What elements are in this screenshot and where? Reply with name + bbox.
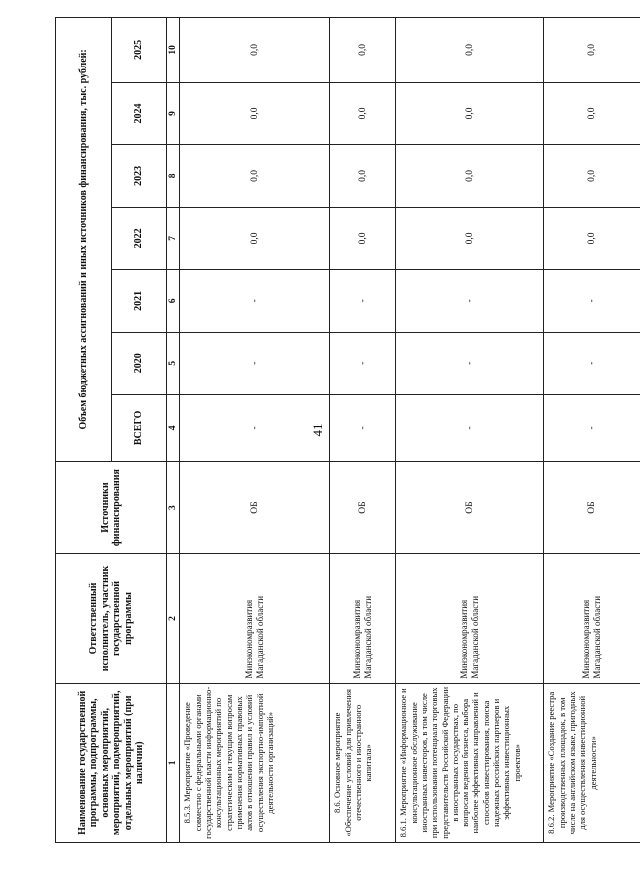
row-total: - [180, 395, 330, 462]
header-year: 2024 [111, 82, 167, 144]
row-year-value: - [180, 270, 330, 332]
row-name: 8.6.1. Мероприятие «Информационное и консультационное обслуживание иностранных инвесторов, в том числе при использовании потенциала торговых представительств Российской Федерации в иностранных государствах, по вопросам ведения бизнеса, выбора наиболее эффективных направлений и способов инвестирования, поиска надежных российских партнеров и эффективных инвестиционных проектов» [396, 683, 544, 842]
header-executor: Ответственный исполнитель, участник государственной программы [56, 554, 167, 683]
row-year-value: - [330, 332, 396, 394]
header-year: 2025 [111, 18, 167, 83]
row-source: ОБ [544, 461, 640, 554]
column-number: 10 [167, 18, 180, 83]
row-year-value: 0,0 [396, 207, 544, 269]
row-year-value: 0,0 [544, 18, 640, 83]
column-number: 6 [167, 270, 180, 332]
row-year-value: 0,0 [330, 18, 396, 83]
header-funding-group: Объем бюджетных ассигнований и иных источников финансирования, тыс. рублей: [56, 18, 112, 462]
row-executor: Минэкономразвития Магаданской области [180, 554, 330, 683]
rotated-table-wrapper [55, 17, 640, 843]
row-year-value: 0,0 [396, 145, 544, 207]
column-number: 4 [167, 395, 180, 462]
column-number: 5 [167, 332, 180, 394]
funding-table [55, 17, 640, 843]
column-number: 3 [167, 461, 180, 554]
page-number: 41 [310, 423, 325, 437]
row-source: ОБ [180, 461, 330, 554]
header-year: 2022 [111, 207, 167, 269]
table-row [544, 18, 640, 843]
row-year-value: 0,0 [330, 82, 396, 144]
header-year: 2023 [111, 145, 167, 207]
row-total: - [330, 395, 396, 462]
header-name: Наименование государственной программы, подпрограммы, основных мероприятий, мероприятий, подмероприятий, отдельных мероприятий (при наличии) [56, 683, 167, 842]
column-number: 7 [167, 207, 180, 269]
row-year-value: 0,0 [180, 18, 330, 83]
table-row [180, 18, 330, 843]
row-year-value: 0,0 [396, 18, 544, 83]
row-name: 8.6. Основное мероприятие «Обеспечение условий для привлечения отечественного и иностранного капитала» [330, 683, 396, 842]
row-year-value: - [544, 270, 640, 332]
row-year-value: 0,0 [544, 82, 640, 144]
column-number: 1 [167, 683, 180, 842]
row-year-value: 0,0 [544, 145, 640, 207]
column-number-row [167, 18, 180, 843]
row-executor: Минэкономразвития Магаданской области [396, 554, 544, 683]
row-year-value: - [544, 332, 640, 394]
row-year-value: 0,0 [180, 82, 330, 144]
row-name: 8.5.3. Мероприятие «Проведение совместно с федеральными органами государственной власти информационно-консультационных мероприятий по стратегическим и текущим вопросам применения нормативных правовых актов в отношении правил и условий осуществления экспортно-импортной деятельности организаций» [180, 683, 330, 842]
row-year-value: 0,0 [396, 82, 544, 144]
row-year-value: 0,0 [180, 145, 330, 207]
table-row [330, 18, 396, 843]
row-year-value: 0,0 [330, 207, 396, 269]
table-row [396, 18, 544, 843]
header-year: 2021 [111, 270, 167, 332]
row-executor: Минэкономразвития Магаданской области [330, 554, 396, 683]
column-number: 8 [167, 145, 180, 207]
header-source: Источники финансирования [56, 461, 167, 554]
row-source: ОБ [396, 461, 544, 554]
column-number: 9 [167, 82, 180, 144]
row-year-value: - [396, 270, 544, 332]
row-year-value: 0,0 [544, 207, 640, 269]
row-year-value: 0,0 [180, 207, 330, 269]
header-year: 2020 [111, 332, 167, 394]
row-year-value: - [396, 332, 544, 394]
row-name: 8.6.2. Мероприятие «Создание реестра производственных площадок, в том числе на английском языке, пригодных для осуществления инвестиционной деятельности» [544, 683, 640, 842]
row-year-value: 0,0 [330, 145, 396, 207]
row-executor: Минэкономразвития Магаданской области [544, 554, 640, 683]
row-year-value: - [330, 270, 396, 332]
row-total: - [396, 395, 544, 462]
column-number: 2 [167, 554, 180, 683]
header-total: ВСЕГО [111, 395, 167, 462]
document-page [55, 17, 640, 843]
row-year-value: - [180, 332, 330, 394]
row-source: ОБ [330, 461, 396, 554]
row-total: - [544, 395, 640, 462]
header-row-1 [56, 18, 112, 843]
